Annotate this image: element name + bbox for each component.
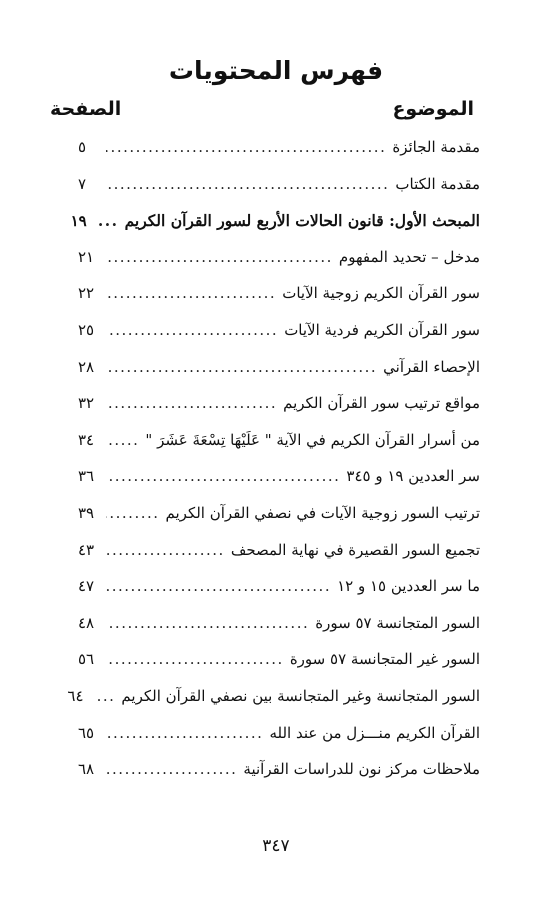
dot-leader (106, 724, 263, 742)
dot-leader (106, 284, 276, 302)
toc-entry-page: ٦٨ (78, 760, 95, 779)
toc-entry-label: سور القرآن الكريم زوجية الآيات (282, 284, 480, 303)
toc-list (67, 138, 480, 797)
toc-entry-label: مقدمة الجائزة (392, 138, 480, 156)
toc-entry-page: ٤٧ (78, 577, 95, 596)
toc-entry-label: سر العددين ١٩ و ٣٤٥ (346, 467, 480, 486)
toc-entry-label: ترتيب السور زوجية الآيات في نصفي القرآن الكريم (165, 503, 480, 522)
toc-entry-label: ما سر العددين ١٥ و ١٢ (337, 577, 480, 596)
dot-leader (106, 138, 386, 156)
toc-entry-page: ٦٥ (78, 723, 95, 742)
toc-entry-label: السور المتجانسة ٥٧ سورة (315, 613, 480, 632)
dot-leader (106, 467, 340, 485)
toc-entry-label: سور القرآن الكريم فردية الآيات (284, 320, 480, 339)
toc-entry[interactable] (78, 138, 480, 175)
toc-entry[interactable] (78, 394, 480, 431)
toc-entry-page: ٣٤ (78, 430, 95, 449)
toc-entry-page: ١٩ (70, 212, 87, 231)
dot-leader (106, 394, 277, 412)
toc-entry[interactable] (78, 760, 480, 797)
topic-column-header: الموضوع (392, 98, 474, 120)
toc-entry-label: ملاحظات مركز نون للدراسات القرآنية (243, 760, 480, 779)
dot-leader (106, 614, 309, 632)
toc-entry-page: ٧ (78, 174, 87, 193)
toc-entry[interactable] (78, 284, 480, 321)
toc-entry-page: ٢٥ (78, 320, 95, 339)
dot-leader (106, 358, 377, 376)
toc-entry[interactable] (78, 431, 480, 468)
dot-leader (106, 321, 278, 339)
dot-leader (106, 504, 160, 522)
toc-entry[interactable] (78, 577, 480, 614)
toc-entry[interactable] (78, 504, 480, 541)
toc-entry[interactable] (67, 686, 480, 724)
toc-entry-label: السور المتجانسة وغير المتجانسة بين نصفي القرآن الكريم (121, 686, 480, 705)
toc-entry[interactable] (78, 358, 480, 395)
toc-entry-label: من أسرار القرآن الكريم في الآية " عَلَيْهَا تِسْعَةَ عَشَرَ " (145, 430, 480, 449)
toc-entry[interactable] (78, 650, 480, 687)
toc-entry-page: ٦٤ (67, 686, 84, 705)
toc-entry-page: ٣٦ (78, 467, 95, 486)
toc-entry-page: ٤٣ (78, 540, 95, 559)
dot-leader (99, 211, 119, 230)
toc-entry-label: المبحث الأول: قانون الحالات الأربع لسور القرآن الكريم (124, 211, 480, 231)
page-column-header: الصفحة (50, 98, 122, 120)
dot-leader (106, 760, 237, 778)
dot-leader (106, 248, 333, 266)
toc-entry-page: ٣٩ (78, 503, 95, 522)
toc-entry-page: ٥ (78, 138, 87, 156)
toc-entry[interactable] (78, 248, 480, 285)
toc-entry-label: القرآن الكريم منـــزل من عند الله (269, 723, 480, 742)
dot-leader (106, 541, 225, 559)
page-title: فهرس المحتويات (168, 56, 384, 85)
toc-entry-page: ٢٨ (78, 357, 95, 376)
dot-leader (106, 577, 331, 595)
toc-entry[interactable] (70, 211, 480, 248)
toc-entry[interactable] (78, 614, 480, 651)
dot-leader (106, 175, 389, 193)
toc-entry[interactable] (78, 467, 480, 504)
toc-entry[interactable] (78, 724, 480, 761)
toc-entry[interactable] (78, 175, 480, 212)
dot-leader (106, 431, 139, 449)
dot-leader (95, 687, 115, 705)
toc-entry-label: مدخل – تحديد المفهوم (338, 247, 480, 266)
toc-entry[interactable] (78, 541, 480, 578)
toc-entry[interactable] (78, 321, 480, 358)
dot-leader (106, 650, 284, 668)
toc-entry-page: ٢١ (78, 247, 95, 266)
toc-entry-page: ٣٢ (78, 394, 95, 413)
toc-entry-label: السور غير المتجانسة ٥٧ سورة (289, 650, 480, 669)
toc-entry-label: مقدمة الكتاب (395, 174, 480, 193)
toc-entry-page: ٢٢ (78, 284, 95, 303)
toc-entry-page: ٥٦ (78, 650, 95, 669)
page-number: ٣٤٧ (262, 836, 290, 856)
toc-entry-page: ٤٨ (78, 613, 95, 632)
toc-entry-label: مواقع ترتيب سور القرآن الكريم (283, 394, 480, 413)
toc-entry-label: الإحصاء القرآني (383, 357, 480, 376)
toc-entry-label: تجميع السور القصيرة في نهاية المصحف (230, 540, 480, 559)
